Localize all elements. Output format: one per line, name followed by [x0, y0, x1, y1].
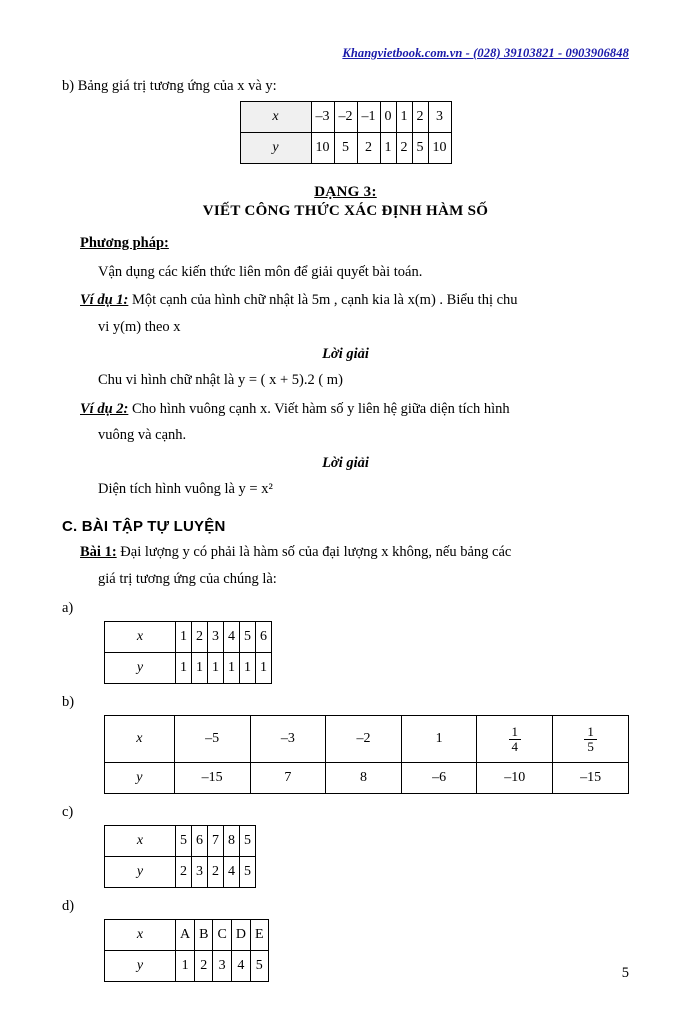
- cell: 7: [208, 826, 224, 857]
- cell: 1: [192, 653, 208, 684]
- vidu2-solution: Diện tích hình vuông là y = x²: [98, 480, 273, 497]
- fraction-one-fifth: [584, 725, 597, 753]
- cell: 3: [192, 857, 208, 888]
- values-table-a: [104, 621, 272, 684]
- table-a-wrapper: [104, 621, 629, 684]
- row-label-x: x: [105, 920, 176, 951]
- vidu1-solution: Chu vi hình chữ nhật là y = ( x + 5).2 ( m): [98, 372, 343, 389]
- row-label-y: y: [105, 951, 176, 982]
- table-row: [105, 951, 269, 982]
- vidu2-label: Ví dụ 2:: [80, 400, 129, 417]
- table-row: [105, 920, 269, 951]
- values-table-d: [104, 919, 269, 982]
- cell: 7: [250, 763, 326, 794]
- cell: 0: [380, 102, 396, 133]
- cell: 8: [326, 763, 402, 794]
- cell: 1: [240, 653, 256, 684]
- cell: 3: [428, 102, 451, 133]
- values-table-b: [104, 715, 629, 794]
- cell: 2: [208, 857, 224, 888]
- vidu2-text: Cho hình vuông cạnh x. Viết hàm số y liên hệ giữa diện tích hình: [131, 400, 510, 417]
- table-b-wrapper: [104, 715, 629, 794]
- values-table-c: [104, 825, 256, 888]
- cell: 1: [176, 951, 195, 982]
- row-label-x: x: [105, 716, 175, 763]
- table-row: [240, 102, 451, 133]
- cell: 1: [396, 102, 412, 133]
- vidu1-line: [80, 289, 629, 311]
- item-b-label: b): [62, 694, 75, 711]
- table-top-wrapper: [62, 101, 629, 164]
- cell: –5: [174, 716, 250, 763]
- table-row: [105, 716, 629, 763]
- table-row: [105, 763, 629, 794]
- vidu1-text-cont: vi y(m) theo x: [98, 318, 181, 335]
- page-number: 5: [621, 965, 629, 981]
- cell: –10: [477, 763, 553, 794]
- table-d-wrapper: [104, 919, 629, 982]
- item-d-label: d): [62, 898, 75, 915]
- cell: 1: [176, 622, 192, 653]
- cell: 4: [224, 622, 240, 653]
- cell: 1: [176, 653, 192, 684]
- cell: C: [213, 920, 231, 951]
- vidu1-label: Ví dụ 1:: [80, 292, 129, 309]
- cell: 5: [250, 951, 268, 982]
- table-c-wrapper: [104, 825, 629, 888]
- cell: 2: [176, 857, 192, 888]
- loigiai-label-1: Lời giải: [322, 346, 369, 363]
- phuongphap-label: Phương pháp:: [80, 235, 169, 252]
- bai1-text-cont: giá trị tương ứng của chúng là:: [98, 570, 277, 587]
- cell: A: [176, 920, 195, 951]
- cell: 8: [224, 826, 240, 857]
- cell: 3: [213, 951, 231, 982]
- loigiai-label-2: Lời giải: [322, 454, 369, 471]
- fraction-numerator: 1: [509, 725, 522, 740]
- cell: 4: [224, 857, 240, 888]
- cell: 5: [412, 133, 428, 164]
- section-c-heading: C. BÀI TẬP TỰ LUYỆN: [62, 518, 226, 536]
- vidu2-text-cont: vuông và cạnh.: [98, 427, 187, 444]
- cell: –3: [311, 102, 334, 133]
- cell: 2: [195, 951, 213, 982]
- cell: B: [195, 920, 213, 951]
- cell: 2: [192, 622, 208, 653]
- cell: 1: [401, 716, 477, 763]
- cell: –1: [357, 102, 380, 133]
- cell: –3: [250, 716, 326, 763]
- dang-subtitle: VIẾT CÔNG THỨC XÁC ĐỊNH HÀM SỐ: [202, 203, 489, 220]
- cell: 2: [412, 102, 428, 133]
- row-label-x: x: [105, 826, 176, 857]
- fraction-numerator: 1: [584, 725, 597, 740]
- row-label-x: x: [105, 622, 176, 653]
- bai1-text: Đại lượng y có phải là hàm số của đại lượng x không, nếu bảng các: [120, 544, 512, 561]
- cell: 1: [256, 653, 272, 684]
- fraction-denominator: 4: [511, 738, 519, 754]
- bai1-label: Bài 1:: [80, 544, 117, 561]
- cell: 5: [240, 857, 256, 888]
- table-row: [240, 133, 451, 164]
- row-label-y: y: [240, 133, 311, 164]
- cell: 2: [396, 133, 412, 164]
- cell: –15: [174, 763, 250, 794]
- cell: –6: [401, 763, 477, 794]
- cell: 4: [231, 951, 250, 982]
- cell: –15: [553, 763, 629, 794]
- values-table-top: [240, 101, 452, 164]
- cell: 10: [428, 133, 451, 164]
- cell: 5: [176, 826, 192, 857]
- section-b-label: b) Bảng giá trị tương ứng của x và y:: [62, 78, 277, 94]
- cell: 5: [240, 826, 256, 857]
- cell: 6: [256, 622, 272, 653]
- cell: D: [231, 920, 250, 951]
- header-website-link[interactable]: Khangvietbook.com.vn - (028) 39103821 - 0903906848: [342, 46, 629, 60]
- cell: 2: [357, 133, 380, 164]
- cell: 1: [224, 653, 240, 684]
- dang-title: DẠNG 3:: [314, 184, 377, 201]
- cell: 3: [208, 622, 224, 653]
- row-label-y: y: [105, 653, 176, 684]
- cell: 5: [334, 133, 357, 164]
- cell: 5: [240, 622, 256, 653]
- cell-fraction: [477, 716, 553, 763]
- bai1-line: [80, 541, 629, 563]
- cell: 1: [380, 133, 396, 164]
- cell: –2: [326, 716, 402, 763]
- cell: E: [250, 920, 268, 951]
- table-row: [105, 653, 272, 684]
- cell: 1: [208, 653, 224, 684]
- cell: 6: [192, 826, 208, 857]
- item-a-label: a): [62, 600, 74, 617]
- fraction-one-quarter: [509, 725, 522, 753]
- cell-fraction: [553, 716, 629, 763]
- table-row: [105, 857, 256, 888]
- phuongphap-text: Vận dụng các kiến thức liên môn để giải quyết bài toán.: [98, 263, 423, 280]
- vidu1-text: Một cạnh của hình chữ nhật là 5m , cạnh kia là x(m) . Biểu thị chu: [131, 292, 518, 309]
- vidu2-line: [80, 398, 629, 420]
- row-label-y: y: [105, 857, 176, 888]
- cell: 10: [311, 133, 334, 164]
- table-row: [105, 622, 272, 653]
- cell: –2: [334, 102, 357, 133]
- item-c-label: c): [62, 804, 74, 821]
- row-label-y: y: [105, 763, 175, 794]
- row-label-x: x: [240, 102, 311, 133]
- table-row: [105, 826, 256, 857]
- fraction-denominator: 5: [587, 738, 594, 754]
